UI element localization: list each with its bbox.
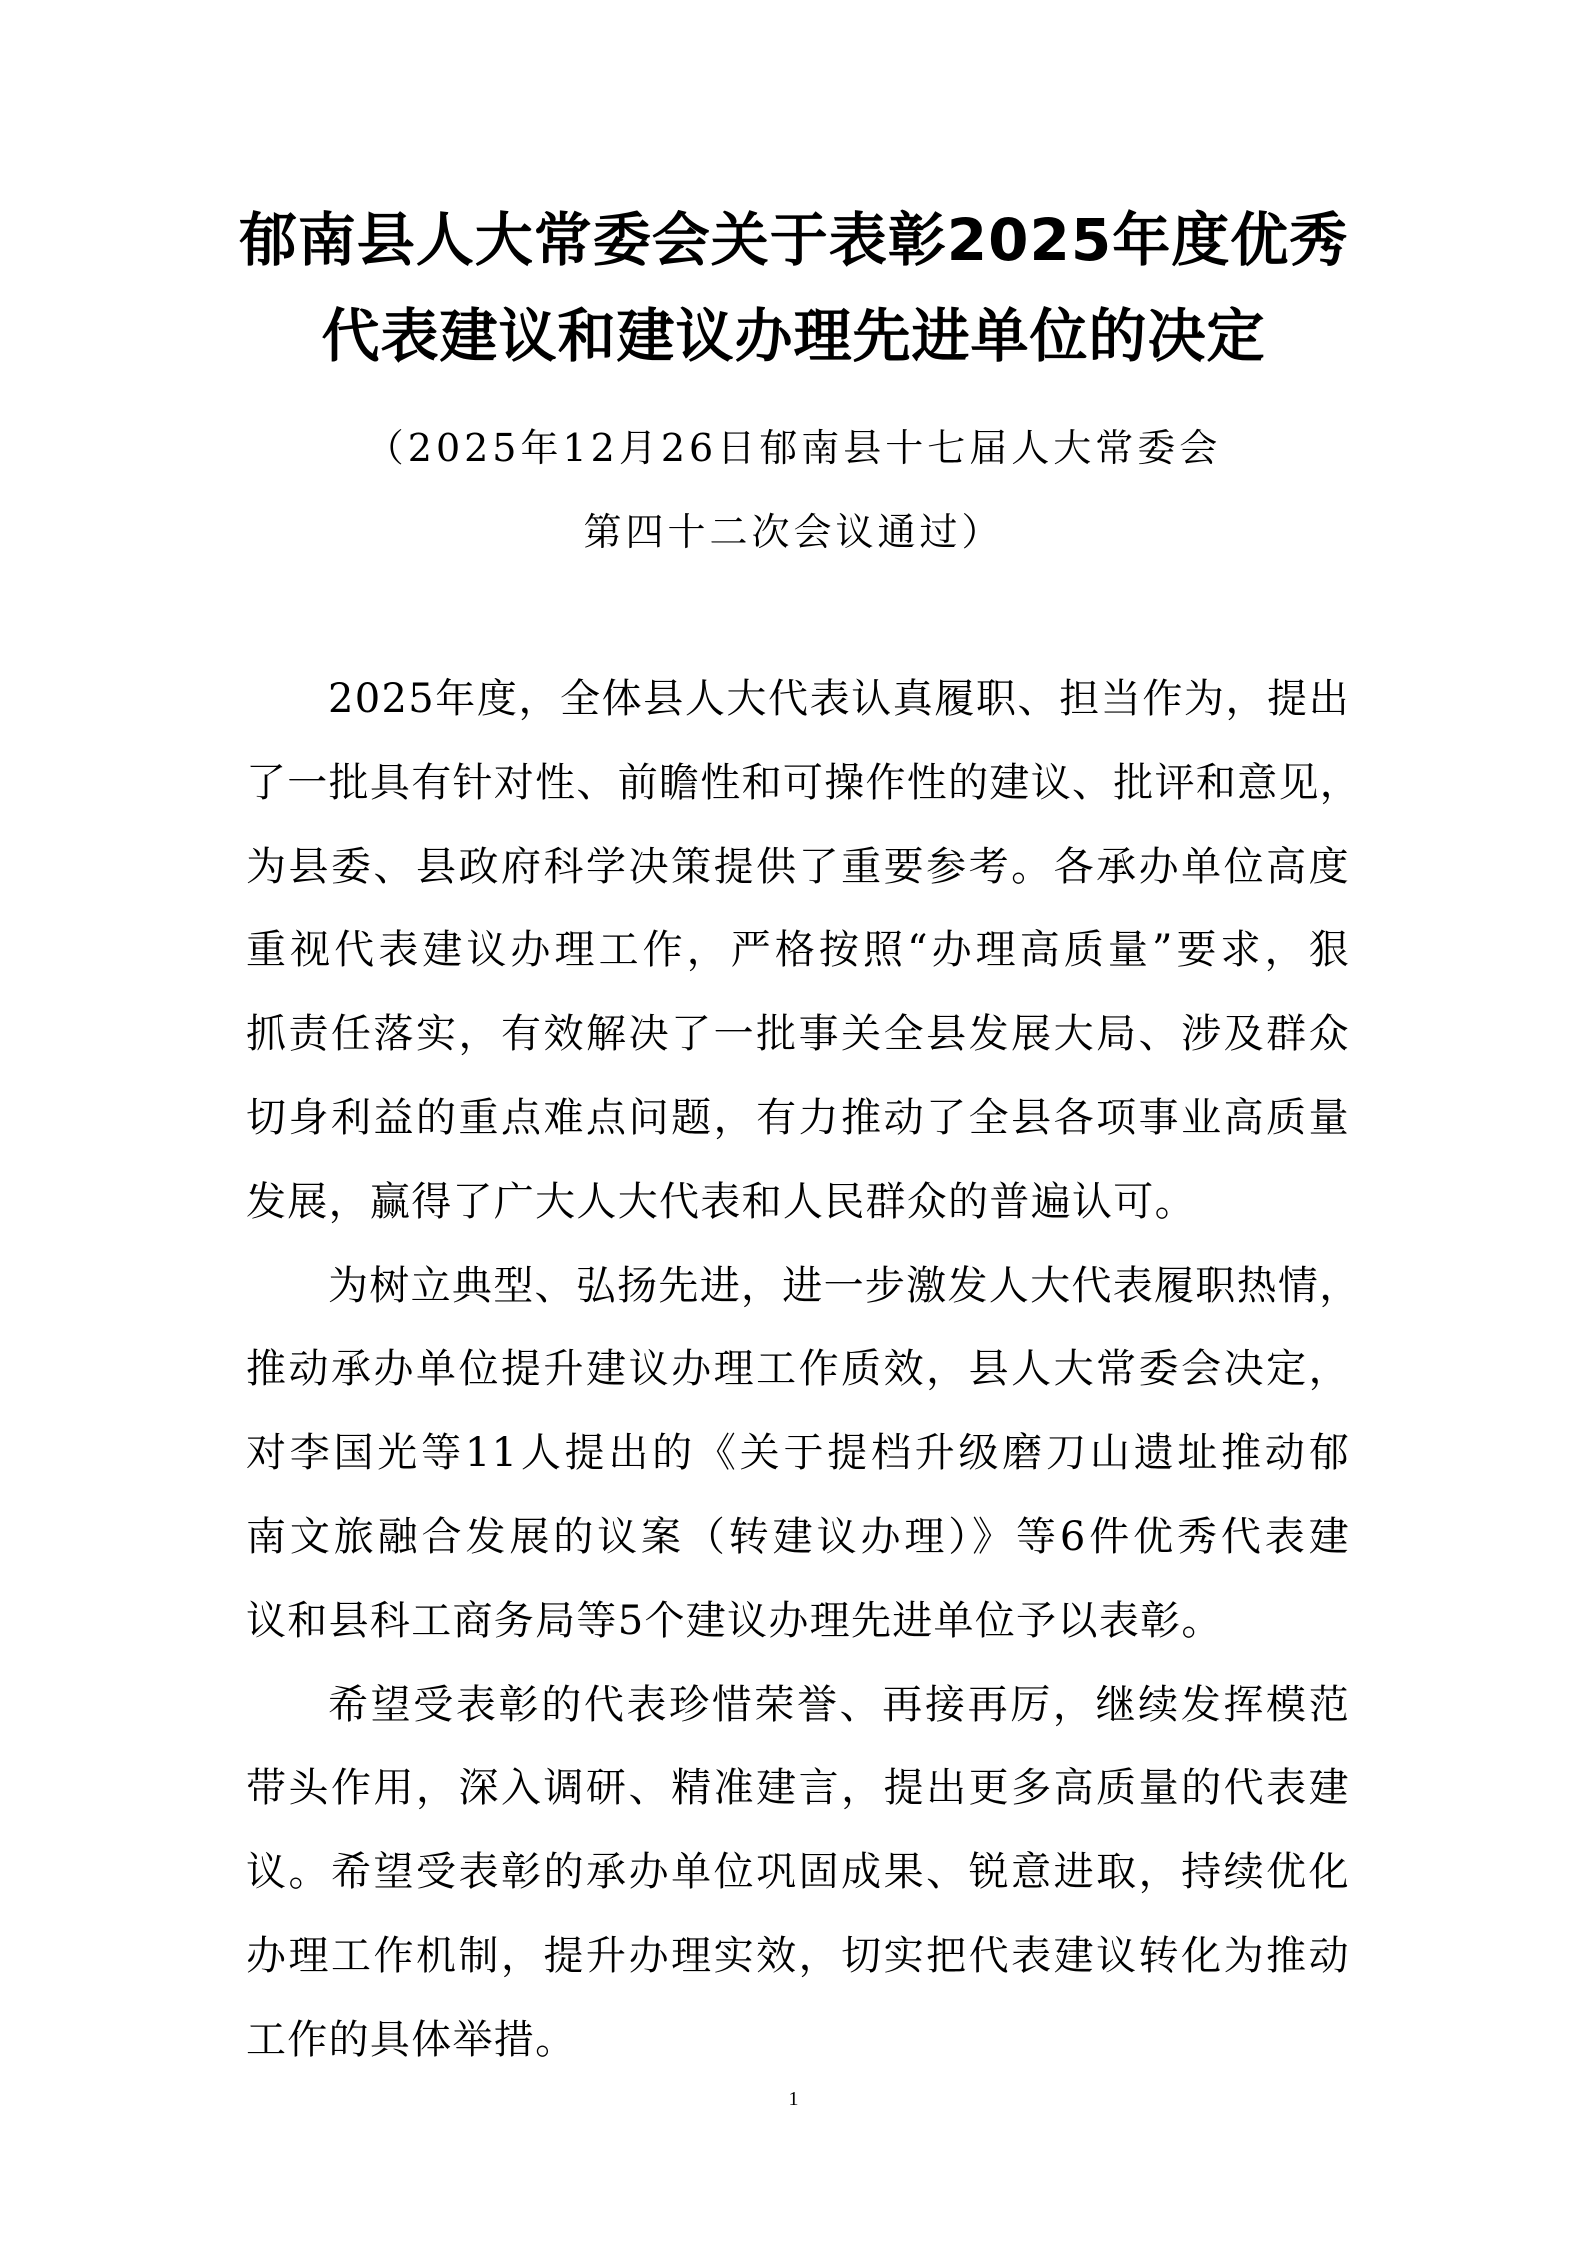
paragraph-line: 抓责任落实，有效解决了一批事关全县发展大局、涉及群众 <box>246 1011 1350 1058</box>
subtitle-line-2: 第四十二次会议通过） <box>583 510 1004 554</box>
page-number: 1 <box>788 2088 799 2110</box>
paragraph-line: 为县委、县政府科学决策提供了重要参考。各承办单位高度 <box>246 843 1350 890</box>
document-subtitle <box>200 406 1387 574</box>
document-body <box>246 658 1362 2083</box>
paragraph-3 <box>246 1664 1350 2083</box>
paragraph-1 <box>246 658 1362 1245</box>
paragraph-line: 希望受表彰的代表珍惜荣誉、再接再厉，继续发挥模范 <box>328 1681 1350 1728</box>
title-line-2: 代表建议和建议办理先进单位的决定 <box>321 302 1266 370</box>
paragraph-line: 办理工作机制，提升办理实效，切实把代表建议转化为推动 <box>246 1932 1350 1979</box>
document-title <box>200 192 1387 384</box>
paragraph-line: 推动承办单位提升建议办理工作质效，县人大常委会决定， <box>246 1346 1350 1393</box>
paragraph-line: 带头作用，深入调研、精准建言，提出更多高质量的代表建 <box>246 1765 1350 1812</box>
paragraph-line: 重视代表建议办理工作，严格按照“办理高质量”要求，狠 <box>246 927 1350 974</box>
paragraph-line: 2025年度，全体县人大代表认真履职、担当作为，提出 <box>328 676 1350 722</box>
title-line-1: 郁南县人大常委会关于表彰2025年度优秀 <box>238 206 1349 274</box>
paragraph-line: 工作的具体举措。 <box>246 2016 577 2063</box>
paragraph-line: 为树立典型、弘扬先进，进一步激发人大代表履职热情， <box>328 1262 1361 1309</box>
paragraph-line: 南文旅融合发展的议案（转建议办理）》等6件优秀代表建 <box>246 1513 1350 1560</box>
paragraph-line: 了一批具有针对性、前瞻性和可操作性的建议、批评和意见， <box>246 759 1362 806</box>
paragraph-line: 议。希望受表彰的承办单位巩固成果、锐意进取，持续优化 <box>246 1849 1350 1896</box>
paragraph-2 <box>246 1245 1361 1664</box>
paragraph-line: 发展，赢得了广大人大代表和人民群众的普遍认可。 <box>246 1178 1196 1225</box>
subtitle-line-1: （2025年12月26日郁南县十七届人大常委会 <box>365 426 1222 470</box>
paragraph-line: 议和县科工商务局等5个建议办理先进单位予以表彰。 <box>246 1597 1223 1644</box>
paragraph-line: 对李国光等11人提出的《关于提档升级磨刀山遗址推动郁 <box>246 1430 1350 1477</box>
paragraph-line: 切身利益的重点难点问题，有力推动了全县各项事业高质量 <box>246 1094 1350 1141</box>
